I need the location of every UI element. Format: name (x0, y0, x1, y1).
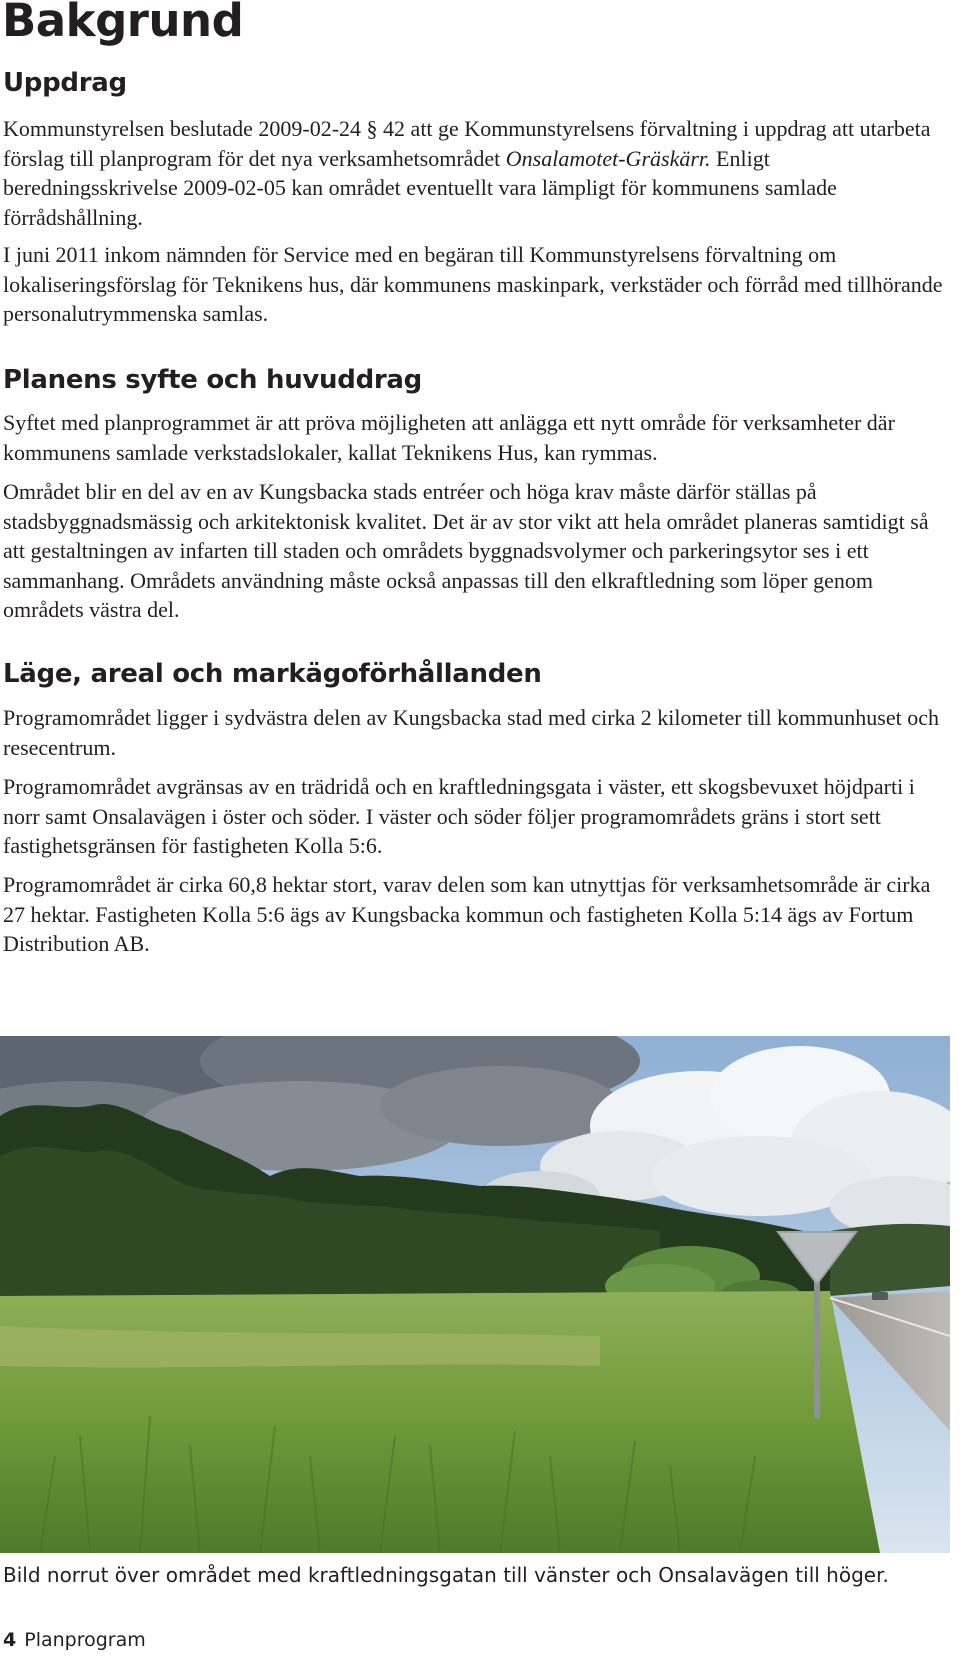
page-footer (3, 1628, 146, 1652)
paragraph-syfte-2: Området blir en del av en av Kungsbacka stads entréer och höga krav måste därför ställas på stadsbyggnadsmässig och arkitektonisk kvalitet. Det är av stor vikt att hela området planeras samtidigt så att gestaltningen av infarten till staden och områdets byggnadsvolymer och parkeringsytor ses i ett sammanhang. Områdets användning måste också anpassas till den elkraftledning som löper genom områdets västra del. (3, 479, 929, 622)
meadow (0, 1291, 880, 1553)
page-title: Bakgrund (2, 0, 244, 47)
paragraph-uppdrag-1 (3, 114, 948, 232)
paragraph-uppdrag-2: I juni 2011 inkom nämnden för Service med en begäran till Kommunstyrelsens förvaltning om lokaliseringsförslag för Teknikens hus, där kommunens maskinpark, verkstäder och förråd med tillhörande personalutrymmenska samlas. (3, 242, 943, 326)
paragraph-lage-1: Programområdet ligger i sydvästra delen av Kungsbacka stad med cirka 2 kilometer till kommunhuset och resecentrum. (3, 705, 939, 760)
landscape-photo (0, 1036, 950, 1553)
paragraph-text: Enligt beredningsskrivelse 2009-02-05 kan området eventuellt vara lämpligt för kommunens samlade förrådshållning. (3, 145, 837, 230)
section-heading-syfte: Planens syfte och huvuddrag (3, 365, 422, 395)
photo-caption: Bild norrut över området med kraftledningsgatan till vänster och Onsalavägen till höger. (3, 1563, 889, 1587)
paragraph-text: Kommunstyrelsen beslutade 2009-02-24 § 42 att ge Kommunstyrelsens förvaltning i uppdrag att utarbeta förslag till planprogram för det nya verksamhetsområdet (3, 116, 931, 171)
paragraph-syfte-1: Syftet med planprogrammet är att pröva möjligheten att anlägga ett nytt område för verksamheter där kommunens samlade verkstadslokaler, kallat Teknikens Hus, kan rymmas. (3, 410, 895, 465)
section-heading-lage: Läge, areal och markägoförhållanden (3, 659, 542, 689)
footer-label: Planprogram (24, 1629, 146, 1651)
italic-place-name: Onsalamotet-Gräskärr. (505, 145, 711, 171)
section-heading-uppdrag: Uppdrag (3, 68, 127, 98)
paragraph-lage-3: Programområdet är cirka 60,8 hektar stort, varav delen som kan utnyttjas för verksamhetsområde är cirka 27 hektar. Fastigheten Kolla 5:6 ägs av Kungsbacka kommun och fastigheten Kolla 5:14 ägs av Fortum Distribution AB. (3, 872, 931, 956)
page-number: 4 (3, 1629, 17, 1651)
distant-car (872, 1292, 888, 1300)
paragraph-lage-2: Programområdet avgränsas av en trädridå och en kraftledningsgata i väster, ett skogsbevuxet höjdparti i norr samt Onsalavägen i öster och söder. I väster och söder följer programområdets gräns i stort sett fastighetsgränsen för fastigheten Kolla 5:6. (3, 774, 915, 858)
